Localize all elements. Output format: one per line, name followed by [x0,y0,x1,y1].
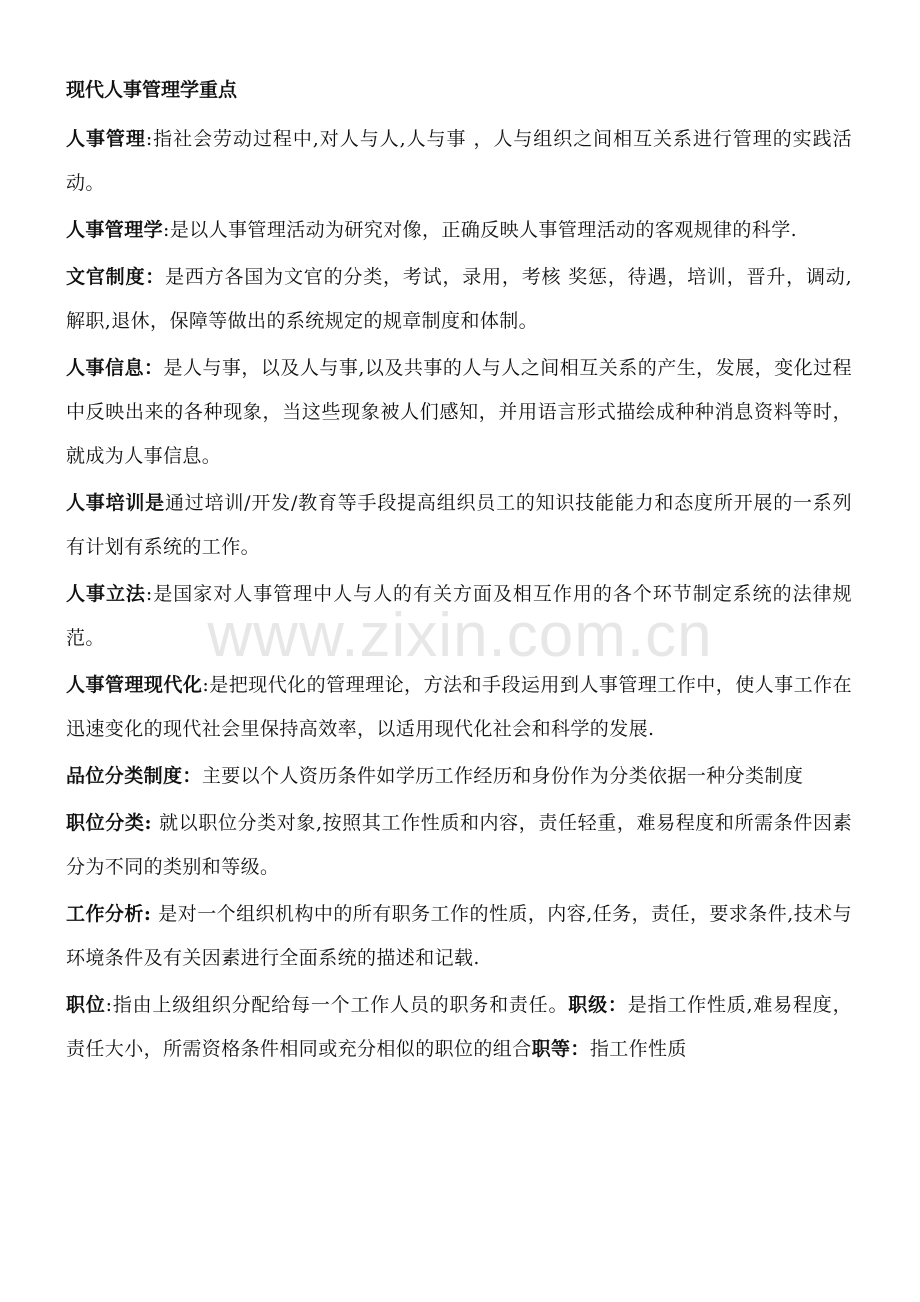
document-page [66,70,852,1074]
term: 人事立法 [66,583,146,605]
definition-text: 是西方各国为文官的分类，考试，录用，考核 奖惩，待遇，培训，晋升，调动,解职,退休，保障等做出的系统规定的规章制度和体制。 [66,266,853,332]
separator: : [144,812,160,834]
definition-paragraph [66,481,852,569]
definition-paragraph [66,754,852,798]
definition-paragraph [66,892,852,980]
definition-paragraph [66,208,852,252]
term: 职等： [531,1038,590,1060]
definition-text: 是指工作性质,难易程度，责任大小，所需资格条件相同或充分相似的职位的组合 [66,994,852,1060]
definition-paragraph [66,117,852,205]
term: 人事培训是 [66,492,165,514]
separator: : [145,128,153,150]
definition-text: 通过培训/开发/教育等手段提高组织员工的知识技能能力和态度所开展的一系列有计划有系统的工作。 [66,492,852,558]
definition-text: 就以职位分类对象,按照其工作性质和内容，责任轻重，难易程度和所需条件因素分为不同的类别和等级。 [66,812,852,878]
definition-paragraph [66,801,852,889]
definition-paragraph [66,346,852,478]
term: 职位分类 [66,812,145,834]
separator: ： [182,765,202,787]
term: 人事管理学 [66,219,164,241]
separator: : [145,583,153,605]
term: 职位 [66,994,106,1016]
term: 人事管理现代化 [66,674,203,696]
definition-paragraph [66,663,852,751]
definition-text: 是把现代化的管理理论，方法和手段运用到人事管理工作中，使人事工作在迅速变化的现代社会里保持高效率，以适用现代化社会和科学的发展. [66,674,852,740]
definition-text: 是以人事管理活动为研究对像，正确反映人事管理活动的客观规律的科学. [169,219,798,241]
term: 人事管理 [66,128,146,150]
definition-text: 是对一个组织机构中的所有职务工作的性质，内容,任务，责任，要求条件,技术与环境条件及有关因素进行全面系统的描述和记载. [66,903,852,969]
term: 文官制度 [66,266,146,288]
definition-text: 指社会劳动过程中,对人与人,人与事 ，人与组织之间相互关系进行管理的实践活动。 [66,128,852,194]
watermark: www.zixin.com.cn [207,601,713,670]
definition-text: :指由上级组织分配给每一个工作人员的职务和责任。 [105,994,569,1016]
separator: : [202,674,210,696]
definition-text: 是人与事，以及人与事,以及共事的人与人之间相互关系的产生，发展，变化过程中反映出来的各种现象，当这些现象被人们感知，并用语言形式描绘成种种消息资料等时，就成为人事信息。 [66,357,853,467]
definition-paragraph [66,255,852,343]
term: 职级： [568,994,628,1016]
definition-text: 是国家对人事管理中人与人的有关方面及相互作用的各个环节制定系统的法律规范。 [66,583,852,649]
separator: ： [145,266,166,288]
document-title: 现代人事管理学重点 [66,79,238,101]
separator: : [163,219,170,241]
separator: ： [143,357,164,379]
term: 品位分类制度 [66,765,183,787]
definition-text: 主要以个人资历条件如学历工作经历和身份作为分类依据一种分类制度 [201,765,804,787]
definition-text: 指工作性质 [589,1038,687,1060]
definition-paragraph [66,572,852,660]
term: 人事信息 [66,357,144,379]
definition-paragraph-multi [66,983,852,1071]
separator: : [143,903,159,925]
term: 工作分析 [66,903,144,925]
